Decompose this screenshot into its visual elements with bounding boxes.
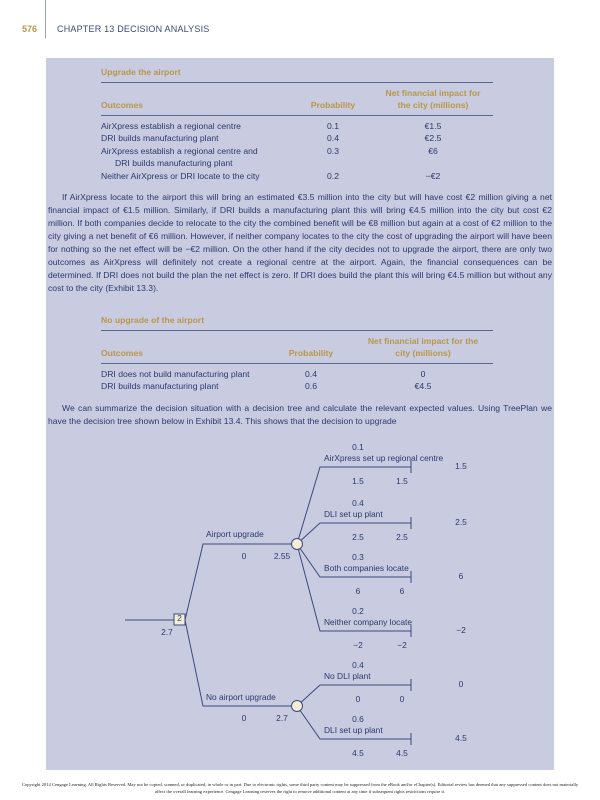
branch-cost: 0	[241, 713, 247, 723]
table2-row-impact: 0	[420, 369, 426, 379]
chance-node-no-upgrade	[292, 701, 303, 712]
outcome-terminal: 0	[458, 679, 464, 689]
table1-row-outcome-cont: DRI builds manufacturing plant	[115, 158, 233, 168]
table1-header-outcomes: Outcomes	[101, 100, 144, 110]
outcome-line	[297, 685, 411, 706]
table1-header-probability: Probability	[310, 100, 356, 110]
table2-row-impact: €4.5	[414, 381, 432, 391]
table1-row-probability: 0.3	[327, 146, 339, 156]
table1-header-impact-2: the city (millions)	[397, 100, 469, 110]
outcome-cash: 6	[355, 586, 361, 596]
outcome-cash: 4.5	[352, 748, 364, 758]
table1-row-outcome: AirXpress establish a regional centre and	[101, 146, 258, 156]
outcome-cum: 2.5	[396, 532, 408, 542]
table2-header-impact-2: city (millions)	[395, 348, 451, 358]
table1-row-outcome: DRI builds manufacturing plant	[101, 133, 219, 143]
table1-row-probability: 0.1	[327, 121, 339, 131]
table2-header-outcomes: Outcomes	[101, 348, 144, 358]
body-paragraph-1: If AirXpress locate to the airport this will bring an estimated €3.5 million into the city but will have cost €2 million giving a net financial impact of €1.5 million. Similarly, if DRI builds a manufacturing plant this will bring €4.5 million into the city but cost €2 million. If both companies decide to relocate to the city the combined benefit will be €8 million but again at a cost of €2 million to the city giving a net benefit of €6 million. However, if neither company locates to the city the cost of upgrading the airport will have been for nothing so the net effect will be −€2 million. On the other hand if the city decides not to upgrade the airport, there are only two outcomes as AirXpress will definitely not create a regional centre at the airport. Again, the financial consequences can be determined. If DRI does not build the plan the net effect is zero. If DRI does build the plant this will bring €4.5 million but without any cost to the city (Exhibit 13.3).	[48, 192, 552, 293]
table1-row-probability: 0.4	[327, 133, 339, 143]
table1-row-outcome: Neither AirXpress or DRI locate to the city	[101, 171, 260, 181]
outcome-label: Neither company locate	[324, 617, 412, 627]
root-value: 2.7	[161, 627, 173, 637]
outcome-terminal: 6	[458, 571, 464, 581]
table1-row-impact: −€2	[425, 171, 441, 181]
branch-value: 2.55	[273, 551, 291, 561]
chance-node-upgrade	[292, 539, 303, 550]
outcome-label: AirXpress set up regional centre	[324, 453, 444, 463]
table1-row-impact: €2.5	[424, 133, 442, 143]
page-number: 576	[22, 24, 38, 34]
outcome-cum: 4.5	[396, 748, 408, 758]
body-paragraph-2: We can summarize the decision situation with a decision tree and calculate the relevant expected values. Using TreePlan we have the decision tree shown below in Exhibit 13.4. This shows that the decision to upgrade	[48, 403, 552, 426]
outcome-label: No DLI plant	[324, 671, 371, 681]
outcome-prob: 0.2	[352, 606, 364, 616]
outcome-terminal: −2	[456, 625, 466, 635]
outcome-prob: 0.3	[352, 552, 364, 562]
outcome-cash: −2	[353, 640, 363, 650]
outcome-cum: 0	[399, 694, 405, 704]
outcome-cum: 6	[399, 586, 405, 596]
table1-row-impact: €6	[428, 146, 438, 156]
table1-row-outcome: AirXpress establish a regional centre	[101, 121, 241, 131]
outcome-label: DLI set up plant	[324, 509, 383, 519]
outcome-prob: 0.1	[352, 442, 364, 452]
table1-header-impact-1: Net financial impact for	[385, 88, 481, 98]
outcome-prob: 0.4	[352, 498, 364, 508]
table2-title: No upgrade of the airport	[101, 315, 205, 325]
decision-node-label: 2	[177, 614, 182, 623]
outcome-prob: 0.6	[352, 714, 364, 724]
table2-header-probability: Probability	[288, 348, 334, 358]
outcome-terminal: 4.5	[455, 733, 467, 743]
outcome-cum: −2	[397, 640, 407, 650]
table2-row-probability: 0.4	[305, 369, 317, 379]
table1-title: Upgrade the airport	[101, 67, 181, 77]
outcome-cash: 1.5	[352, 476, 364, 486]
copyright-notice: Copyright 2014 Cengage Learning. All Rights Reserved. May not be copied, scanned, or duplicated, in whole or in part. Due to electronic rights, some third party content may be suppressed from the eBook and/or eChapter(s). Editorial review has deemed that any suppressed content does not materially affect the overall learning experience. Cengage Learning reserves the right to remove additional content at any time if subsequent rights restrictions require it.	[21, 782, 579, 794]
outcome-prob: 0.4	[352, 660, 364, 670]
table1-row-probability: 0.2	[327, 171, 339, 181]
table2-row-outcome: DRI does not build manufacturing plant	[101, 369, 250, 379]
table2-row-probability: 0.6	[305, 381, 317, 391]
outcome-terminal: 2.5	[455, 517, 467, 527]
branch-label: Airport upgrade	[206, 529, 264, 539]
branch-label: No airport upgrade	[206, 692, 276, 702]
branch-value: 2.7	[276, 713, 288, 723]
branch-cost: 0	[241, 551, 247, 561]
outcome-label: DLI set up plant	[324, 725, 383, 735]
table2-row-outcome: DRI builds manufacturing plant	[101, 381, 219, 391]
chapter-title: CHAPTER 13 DECISION ANALYSIS	[57, 24, 210, 34]
outcome-cash: 0	[355, 694, 361, 704]
outcome-cum: 1.5	[396, 476, 408, 486]
outcome-label: Both companies locate	[324, 563, 409, 573]
table2-header-impact-1: Net financial impact for the	[367, 336, 479, 346]
outcome-cash: 2.5	[352, 532, 364, 542]
outcome-terminal: 1.5	[455, 461, 467, 471]
table1-row-impact: €1.5	[424, 121, 442, 131]
